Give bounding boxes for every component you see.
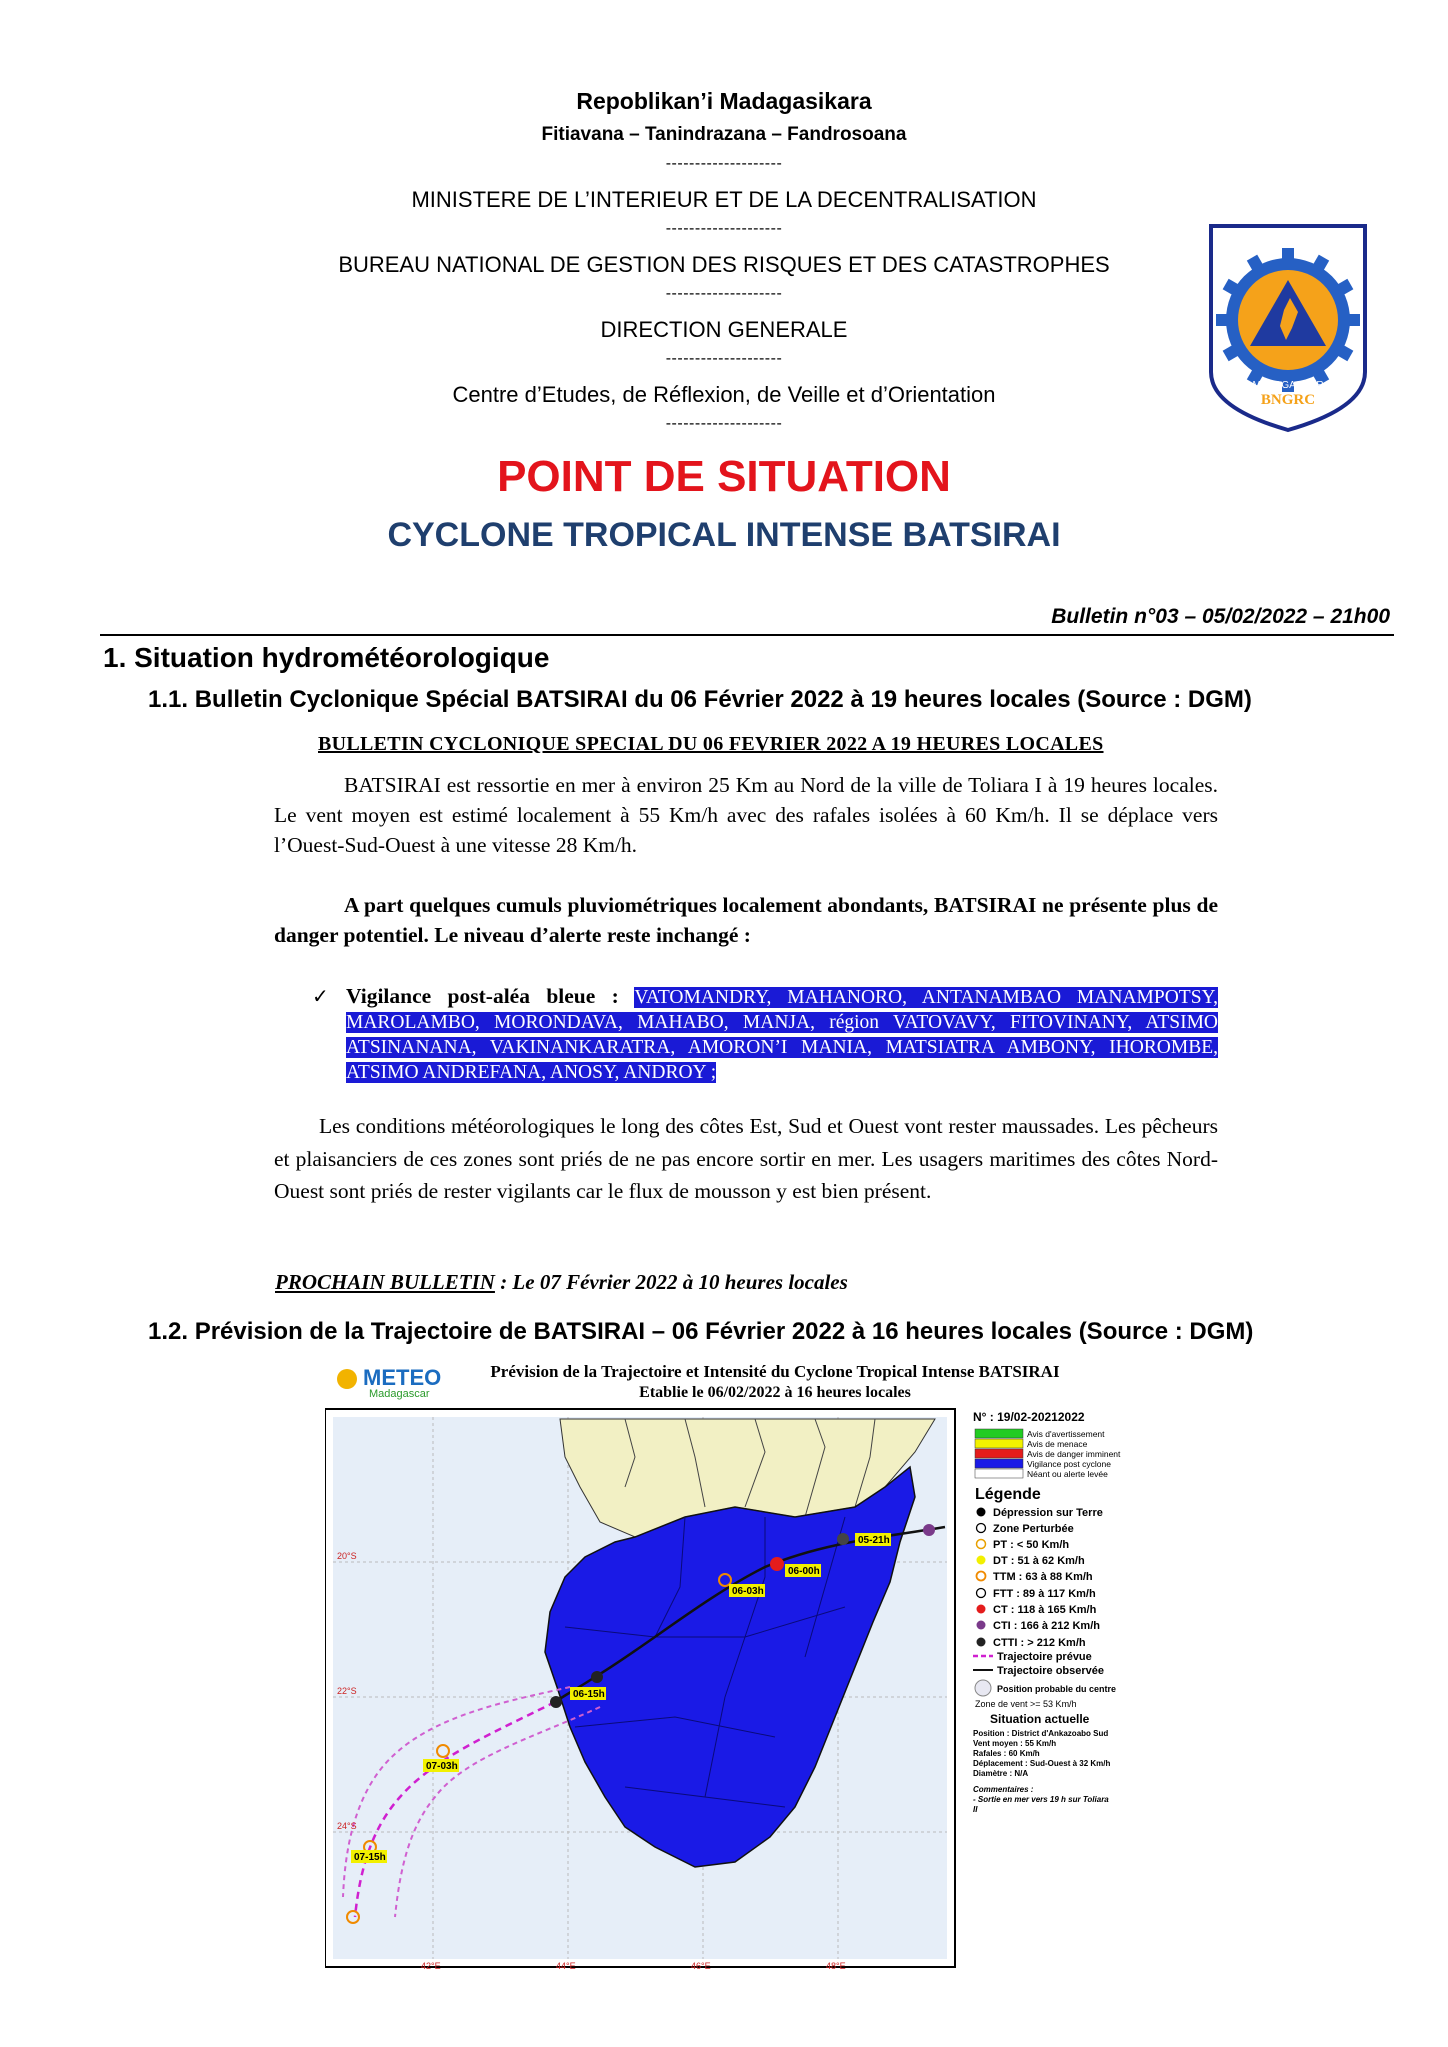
svg-text:20°S: 20°S (337, 1551, 357, 1561)
svg-text:44°E: 44°E (556, 1961, 576, 1971)
svg-text:Vigilance post cyclone: Vigilance post cyclone (1027, 1459, 1111, 1469)
svg-text:Rafales : 60 Km/h: Rafales : 60 Km/h (973, 1749, 1040, 1758)
svg-text:Zone de vent >= 53 Km/h: Zone de vent >= 53 Km/h (975, 1699, 1077, 1709)
svg-text:Commentaires :: Commentaires : (973, 1785, 1034, 1794)
check-icon: ✓ (312, 984, 329, 1008)
separator: -------------------- (665, 220, 783, 237)
map-title-line2: Etablie le 06/02/2022 à 16 heures locales (639, 1384, 911, 1401)
vigilance-list: VATOMANDRY, MAHANORO, ANTANAMBAO MANAMPOTSY, MAROLAMBO, MORONDAVA, MAHABO, MANJA, région VATOVAVY, FITOVINANY, ATSIMO ATSINANANA, VAKINANKARATRA, AMORON’I MANIA, MATSIATRA AMBONY, IHOROMBE, ATSIMO ANDREFANA, ANOSY, ANDROY ; (346, 987, 1218, 1083)
svg-text:46°E: 46°E (691, 1961, 711, 1971)
svg-text:Diamètre : N/A: Diamètre : N/A (973, 1769, 1029, 1778)
next-bulletin-value: : Le 07 Février 2022 à 10 heures locales (494, 1270, 848, 1294)
ministry-name: MINISTERE DE L’INTERIEUR ET DE LA DECENTRALISATION (411, 187, 1037, 212)
svg-text:07-03h: 07-03h (426, 1761, 458, 1772)
national-motto: Fitiavana – Tanindrazana – Fandrosoana (541, 124, 907, 145)
svg-text:22°S: 22°S (337, 1686, 357, 1696)
vigilance-block (346, 984, 1218, 1085)
svg-text:Trajectoire prévue: Trajectoire prévue (997, 1651, 1092, 1663)
republic-name: Repoblikan’i Madagasikara (576, 88, 872, 114)
svg-text:Déplacement : Sud-Ouest à 32 K: Déplacement : Sud-Ouest à 32 Km/h (973, 1759, 1111, 1768)
vigilance-label: Vigilance post-aléa bleue : (346, 984, 619, 1008)
trajectory-map-figure (325, 1357, 1175, 1972)
svg-text:06-15h: 06-15h (573, 1689, 605, 1700)
logo-text-top: MADAGASCAR (1252, 380, 1324, 391)
bulletin-paragraph-1: BATSIRAI est ressortie en mer à environ 25 Km au Nord de la ville de Toliara I à 19 heures locales. Le vent moyen est estimé localement à 55 Km/h avec des rafales isolées à 60 Km/h. Il se déplace vers l’Ouest-Sud-Ouest à une vitesse 28 Km/h. (274, 773, 1218, 857)
svg-text:METEO: METEO (363, 1365, 442, 1390)
track-point (770, 1557, 784, 1571)
svg-text:DT : 51 à 62 Km/h: DT : 51 à 62 Km/h (993, 1555, 1085, 1567)
next-bulletin-label: PROCHAIN BULLETIN (275, 1270, 495, 1294)
divider (100, 634, 1394, 636)
svg-text:Position probable du centre: Position probable du centre (997, 1684, 1117, 1694)
svg-text:Trajectoire observée: Trajectoire observée (997, 1665, 1105, 1677)
svg-text:Position : District d'Ankazoab: Position : District d'Ankazoabo Sud (973, 1729, 1109, 1738)
subsection-heading-1-2: 1.2. Prévision de la Trajectoire de BATSIRAI – 06 Février 2022 à 16 heures locales (Source : DGM) (148, 1318, 1254, 1345)
legend-title: Légende (975, 1486, 1041, 1503)
meteo-logo (337, 1365, 441, 1400)
bulletin-box-title: BULLETIN CYCLONIQUE SPECIAL DU 06 FEVRIER 2022 A 19 HEURES LOCALES (318, 733, 1104, 755)
svg-text:42°E: 42°E (421, 1961, 441, 1971)
svg-text:Néant ou alerte levée: Néant ou alerte levée (1027, 1469, 1108, 1479)
svg-text:24°S: 24°S (337, 1821, 357, 1831)
map-legend (973, 1410, 1121, 1814)
page-title: POINT DE SITUATION (497, 452, 951, 501)
subsection-heading-1-1: 1.1. Bulletin Cyclonique Spécial BATSIRAI du 06 Février 2022 à 19 heures locales (Source : DGM) (148, 686, 1252, 713)
svg-text:Dépression sur Terre: Dépression sur Terre (993, 1507, 1103, 1519)
next-bulletin (275, 1270, 848, 1295)
bulletin-paragraph-3: Les conditions météorologiques le long des côtes Est, Sud et Ouest vont rester maussades. Les pêcheurs et plaisanciers de ces zones sont priés de ne pas encore sortir en mer. Les usagers maritimes des côtes Nord-Ouest sont priés de rester vigilants car le flux de mousson y est bien présent. (274, 1114, 1218, 1203)
separator: -------------------- (665, 285, 783, 302)
svg-text:07-15h: 07-15h (354, 1852, 386, 1863)
centre-name: Centre d’Etudes, de Réflexion, de Veille et d’Orientation (452, 382, 996, 407)
separator: -------------------- (665, 155, 783, 172)
direction-name: DIRECTION GENERALE (600, 317, 848, 342)
svg-text:CTI : 166 à 212 Km/h: CTI : 166 à 212 Km/h (993, 1620, 1100, 1632)
svg-text:Vent moyen : 55 Km/h: Vent moyen : 55 Km/h (973, 1739, 1057, 1748)
bngrc-logo (1207, 222, 1369, 434)
svg-text:II: II (973, 1805, 978, 1814)
svg-text:PT : < 50 Km/h: PT : < 50 Km/h (993, 1539, 1070, 1551)
svg-text:48°E: 48°E (826, 1961, 846, 1971)
bulletin-number: Bulletin n°03 – 05/02/2022 – 21h00 (1051, 605, 1390, 628)
track-point (591, 1671, 603, 1683)
logo-text-bottom: BNGRC (1260, 392, 1316, 408)
svg-text:Avis de danger imminent: Avis de danger imminent (1027, 1449, 1121, 1459)
svg-text:Madagascar: Madagascar (369, 1388, 430, 1400)
svg-text:06-03h: 06-03h (732, 1586, 764, 1597)
separator: -------------------- (665, 415, 783, 432)
map-title-line1: Prévision de la Trajectoire et Intensité du Cyclone Tropical Intense BATSIRAI (490, 1362, 1060, 1381)
track-point (837, 1533, 849, 1545)
svg-text:Zone Perturbée: Zone Perturbée (993, 1523, 1074, 1535)
svg-text:05-21h: 05-21h (858, 1535, 890, 1546)
bureau-name: BUREAU NATIONAL DE GESTION DES RISQUES ET DES CATASTROPHES (338, 252, 1110, 277)
bulletin-paragraph-2: A part quelques cumuls pluviométriques localement abondants, BATSIRAI ne présente plus de danger potentiel. Le niveau d’alerte reste inchangé : (274, 893, 1218, 947)
section-heading: 1. Situation hydrométéorologique (103, 642, 550, 673)
svg-text:CT : 118 à 165 Km/h: CT : 118 à 165 Km/h (993, 1604, 1097, 1616)
svg-text:Avis d'avertissement: Avis d'avertissement (1027, 1429, 1105, 1439)
track-point (923, 1524, 935, 1536)
separator: -------------------- (665, 350, 783, 367)
page-subtitle: CYCLONE TROPICAL INTENSE BATSIRAI (387, 516, 1061, 554)
svg-text:- Sortie en mer vers 19 h sur: - Sortie en mer vers 19 h sur Toliara (973, 1795, 1109, 1804)
svg-text:TTM : 63 à 88 Km/h: TTM : 63 à 88 Km/h (993, 1571, 1093, 1583)
svg-text:Avis de menace: Avis de menace (1027, 1439, 1088, 1449)
svg-text:CTTI : > 212 Km/h: CTTI : > 212 Km/h (993, 1637, 1086, 1649)
situation-title: Situation actuelle (990, 1712, 1090, 1726)
map-number: N° : 19/02-20212022 (973, 1410, 1085, 1424)
svg-text:06-00h: 06-00h (788, 1566, 820, 1577)
svg-text:FTT : 89 à 117 Km/h: FTT : 89 à 117 Km/h (993, 1588, 1096, 1600)
track-point (550, 1696, 562, 1708)
